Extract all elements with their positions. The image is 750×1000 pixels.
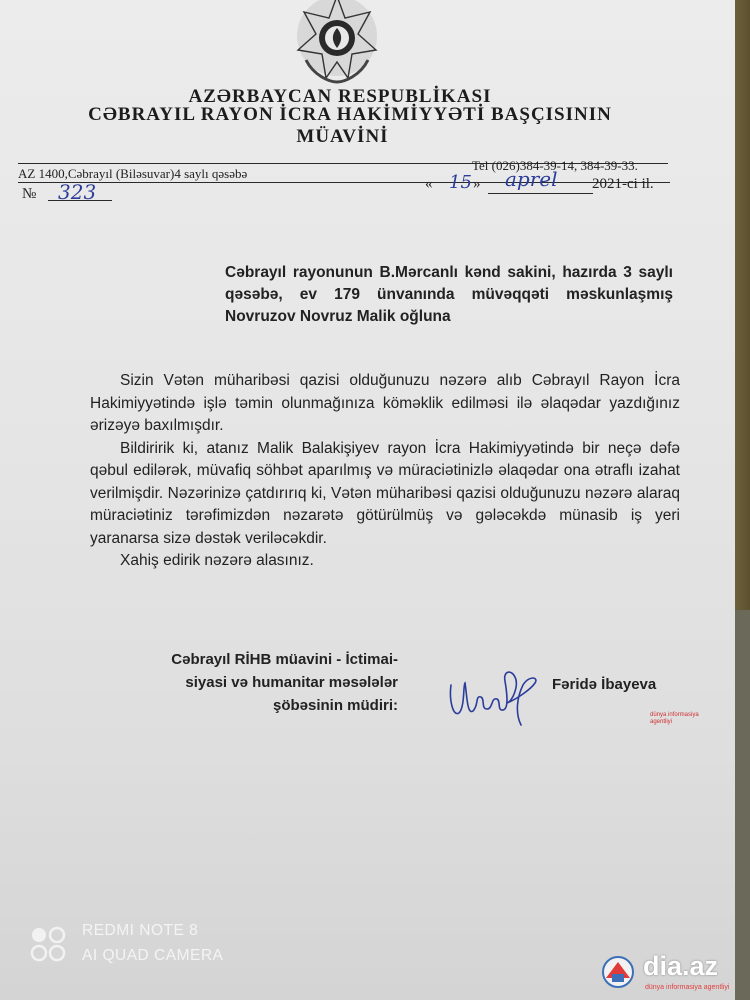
watermark-site: dia.az: [643, 951, 719, 981]
dia-logo-icon: [598, 952, 638, 992]
date-month: aprel: [505, 167, 558, 191]
signatory-title-line-1: Cəbrayıl RİHB müavini - İctimai-: [171, 651, 398, 668]
header-position: MÜAVİNİ: [296, 126, 389, 147]
signatory-title-line-3: şöbəsinin müdiri:: [272, 697, 398, 714]
reference-number: 323: [58, 180, 97, 204]
header-rule-bottom: [18, 182, 670, 183]
handwritten-signature: [445, 655, 545, 730]
camera-model-label: REDMI NOTE 8: [82, 922, 199, 939]
header-address: AZ 1400,Cəbrayıl (Biləsuvar)4 saylı qəsəbə: [18, 166, 248, 181]
body-paragraph-1: Sizin Vətən müharibəsi qazisi olduğunuzu nəzərə alıb Cəbrayıl Rayon İcra Hakimiyyətində işlə təmin olunmağınıza köməklik edilməsi ilə əlaqədar yazdığınız ərizəyə baxılmışdır.: [90, 372, 680, 434]
signatory-title-line-2: siyasi və humanitar məsələlər: [185, 674, 398, 691]
header-country: AZƏRBAYCAN RESPUBLİKASI: [188, 86, 492, 107]
camera-type-label: AI QUAD CAMERA: [82, 947, 224, 964]
watermark-stamp: [650, 712, 699, 726]
signatory-name: Fəridə İbayeva: [552, 676, 657, 693]
reference-number-label: №: [22, 186, 37, 202]
stamp-line-2: agentliyi: [650, 719, 673, 725]
letter-body: [90, 370, 680, 573]
watermark-subtext: dünya informasiya agentliyi: [645, 984, 730, 991]
date-close-quote: »: [473, 176, 481, 192]
addressee-block: Cəbrayıl rayonunun B.Mərcanlı kənd sakini, hazırda 3 saylı qəsəbə, ev 179 ünvanında müvəqqəti məskunlaşmış Novruzov Novruz Malik oğluna: [225, 264, 673, 325]
header-telephone: Tel (026)384-39-14, 384-39-33.: [472, 158, 638, 173]
body-paragraph-3: Xahiş edirik nəzərə alasınız.: [120, 552, 314, 569]
camera-logo-icon: [30, 924, 70, 964]
header-office: CƏBRAYIL RAYON İCRA HAKİMİYYƏTİ BAŞÇISININ: [88, 104, 612, 125]
date-year: 2021-ci il.: [592, 176, 654, 192]
month-underline: [488, 193, 593, 194]
body-paragraph-2: Bildiririk ki, atanız Malik Balakişiyev rayon İcra Hakimiyyətində bir neçə dəfə qəbul edilərək, müvafiq söhbət aparılmış və müraciətinizlə əlaqədar ona ətraflı izahat verilmişdir. Nəzərinizə çatdırırıq ki, Vətən müharibəsi qazisi olduğunuzu nəzərə alaraq müraciətiniz tərəfimizdən nəzarətə götürülmüş və gələcəkdə münasib iş yeri yaranarsa sizə dəstək veriləcəkdir.: [90, 439, 680, 547]
stamp-line-1: dünya informasiya: [650, 712, 699, 718]
azerbaijan-emblem-icon: [290, 0, 384, 84]
date-day: 15: [449, 172, 472, 193]
signatory-title: [110, 648, 398, 717]
date-open-quote: «: [425, 176, 433, 192]
